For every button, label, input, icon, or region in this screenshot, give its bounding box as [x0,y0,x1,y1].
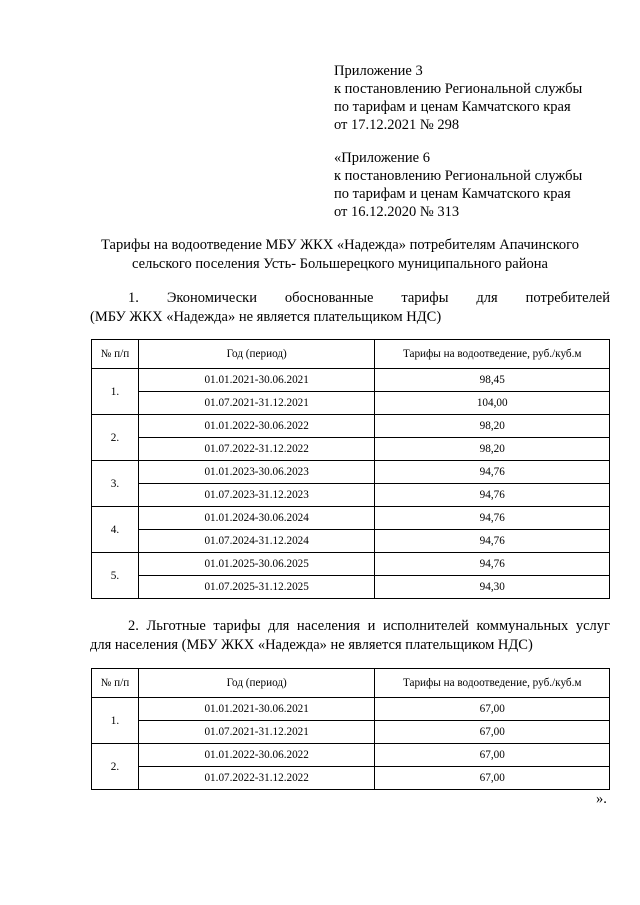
row-number: 4. [92,507,139,553]
header-period: Год (период) [138,669,375,698]
tariff-cell: 94,30 [375,576,610,599]
tariff-cell: 98,45 [375,369,610,392]
table-header-row [92,340,610,369]
appendix-line: от 16.12.2020 № 313 [334,204,460,220]
document-title [70,236,610,274]
table-row [92,767,610,790]
section-2-line2: для населения (МБУ ЖКХ «Надежда» не является плательщиком НДС) [90,637,533,653]
tariff-cell: 94,76 [375,553,610,576]
table-row [92,507,610,530]
period-cell: 01.07.2021-31.12.2021 [138,721,375,744]
table-row [92,698,610,721]
tariff-cell: 67,00 [375,744,610,767]
table-row [92,369,610,392]
table-row [92,721,610,744]
appendix-line: «Приложение 6 [334,150,430,166]
table-row [92,438,610,461]
period-cell: 01.01.2024-30.06.2024 [138,507,375,530]
section-1-line1: 1. Экономически обоснованные тарифы для потребителей [128,290,610,306]
tariff-cell: 98,20 [375,415,610,438]
period-cell: 01.01.2022-30.06.2022 [138,415,375,438]
appendix-line: к постановлению Региональной службы [334,81,583,97]
table-header-row [92,669,610,698]
appendix-line: к постановлению Региональной службы [334,168,583,184]
row-number: 2. [92,744,139,790]
tariff-cell: 67,00 [375,767,610,790]
table-row [92,576,610,599]
row-number: 1. [92,698,139,744]
title-line: Тарифы на водоотведение МБУ ЖКХ «Надежда» потребителям Апачинского [101,237,579,253]
table-row [92,461,610,484]
tariff-cell: 104,00 [375,392,610,415]
closing-quote-mark: ». [596,791,607,807]
section-1-line2: (МБУ ЖКХ «Надежда» не является плательщиком НДС) [90,309,442,325]
appendix-line: по тарифам и ценам Камчатского края [334,99,571,115]
period-cell: 01.07.2022-31.12.2022 [138,438,375,461]
table-row [92,415,610,438]
appendix-line: от 17.12.2021 № 298 [334,117,460,133]
tariff-cell: 94,76 [375,461,610,484]
header-num: № п/п [92,669,139,698]
header-num: № п/п [92,340,139,369]
period-cell: 01.01.2022-30.06.2022 [138,744,375,767]
tariff-cell: 94,76 [375,530,610,553]
appendix-header-original [334,149,582,221]
table-row [92,530,610,553]
period-cell: 01.07.2022-31.12.2022 [138,767,375,790]
appendix-line: Приложение 3 [334,63,423,79]
section-2-heading [90,617,610,655]
period-cell: 01.01.2021-30.06.2021 [138,369,375,392]
tariff-cell: 67,00 [375,721,610,744]
tariff-cell: 94,76 [375,484,610,507]
period-cell: 01.07.2021-31.12.2021 [138,392,375,415]
tariff-cell: 67,00 [375,698,610,721]
header-tariff: Тарифы на водоотведение, руб./куб.м [375,340,610,369]
table-row [92,392,610,415]
row-number: 3. [92,461,139,507]
period-cell: 01.07.2025-31.12.2025 [138,576,375,599]
tariff-cell: 98,20 [375,438,610,461]
row-number: 2. [92,415,139,461]
tariff-table-economic [91,339,610,599]
title-line: сельского поселения Усть- Большерецкого муниципального района [132,256,548,272]
table-row [92,484,610,507]
header-tariff: Тарифы на водоотведение, руб./куб.м [375,669,610,698]
row-number: 5. [92,553,139,599]
tariff-cell: 94,76 [375,507,610,530]
tariff-table-preferential [91,668,610,790]
table-row [92,553,610,576]
header-period: Год (период) [138,340,375,369]
period-cell: 01.07.2024-31.12.2024 [138,530,375,553]
period-cell: 01.01.2021-30.06.2021 [138,698,375,721]
period-cell: 01.01.2023-30.06.2023 [138,461,375,484]
section-1-heading [90,289,610,327]
appendix-line: по тарифам и ценам Камчатского края [334,186,571,202]
table-row [92,744,610,767]
section-2-line1: 2. Льготные тарифы для населения и исполнителей коммунальных услуг [128,618,610,634]
period-cell: 01.01.2025-30.06.2025 [138,553,375,576]
period-cell: 01.07.2023-31.12.2023 [138,484,375,507]
appendix-header-current [334,62,582,134]
row-number: 1. [92,369,139,415]
